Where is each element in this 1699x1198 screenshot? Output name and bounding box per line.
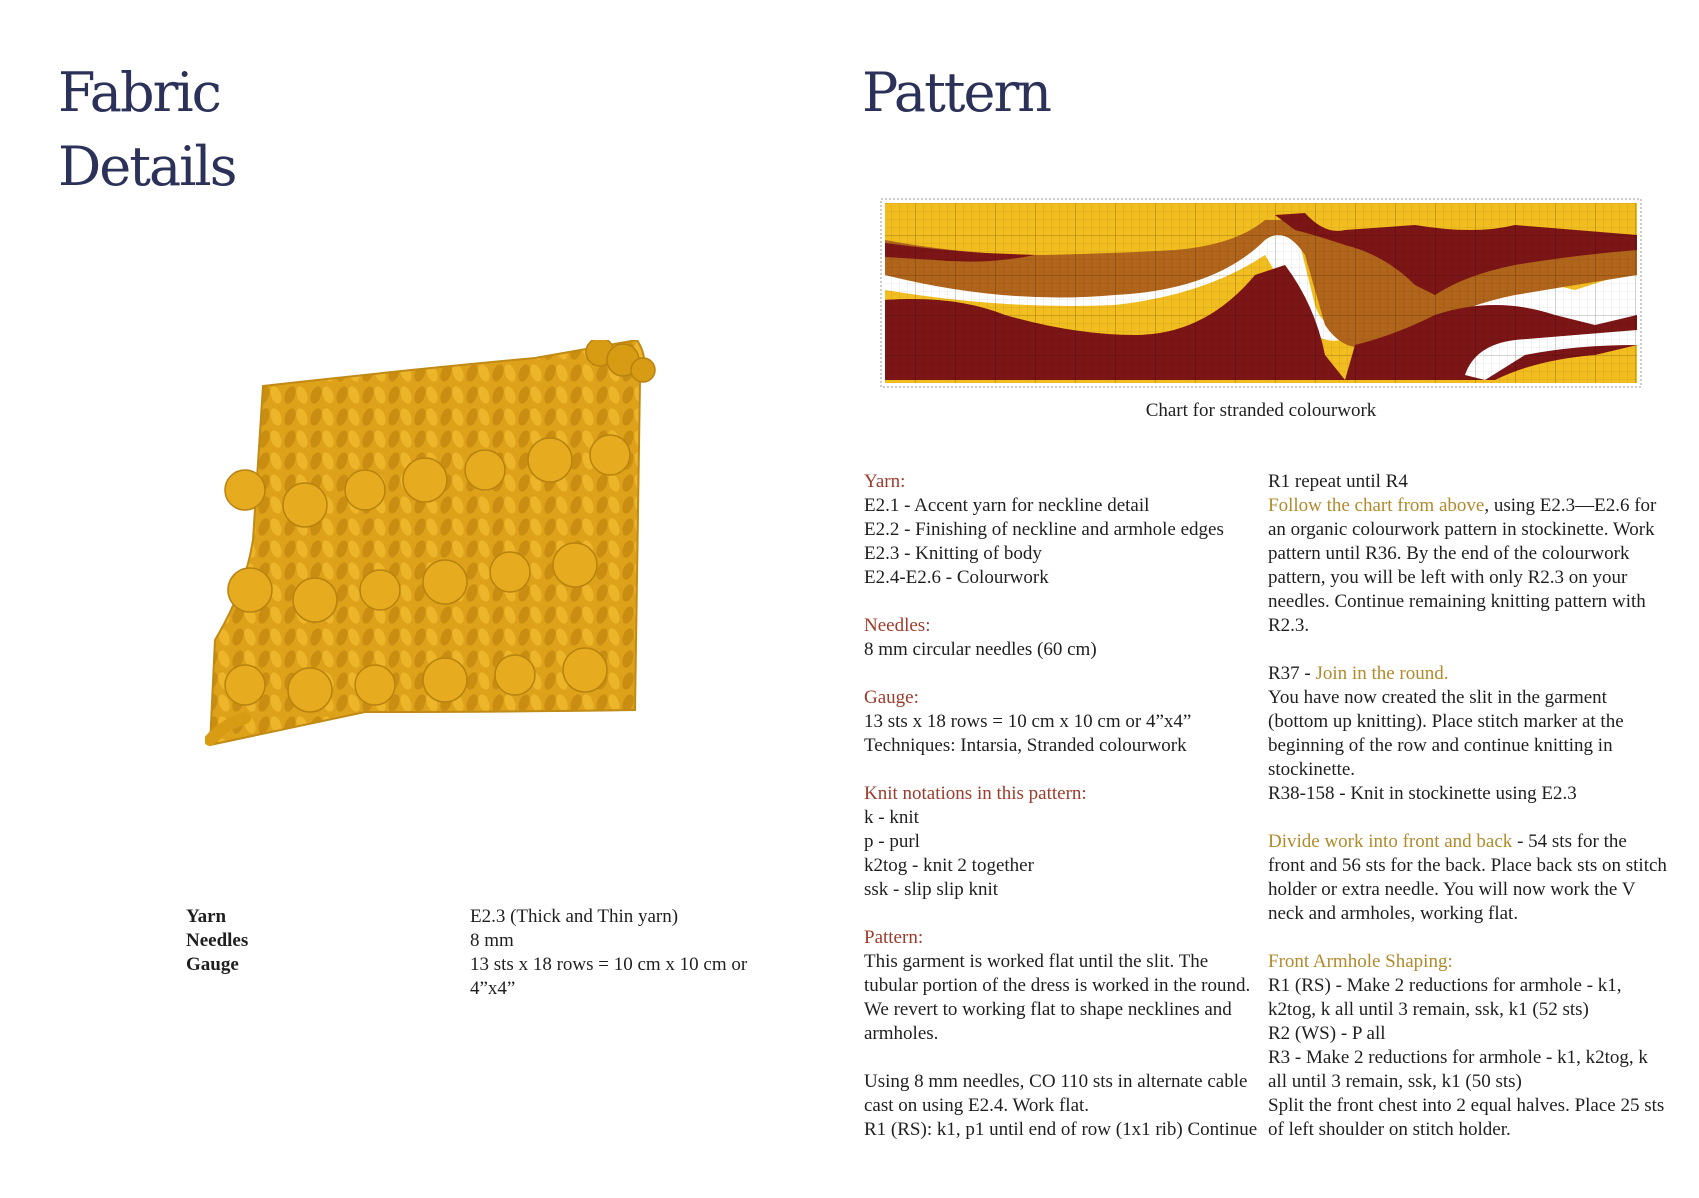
follow-chart-text — [1268, 494, 1668, 638]
notation-line: k2tog - knit 2 together — [864, 855, 1034, 876]
gauge-line: Techniques: Intarsia, Stranded colourwork — [864, 735, 1187, 756]
detail-row-yarn — [186, 905, 786, 929]
pattern-label: Pattern: — [864, 927, 924, 948]
fabric-details-table — [186, 905, 786, 1001]
follow-chart-label: Follow the chart from above — [1268, 495, 1485, 516]
pattern-intro: This garment is worked flat until the slit. The tubular portion of the dress is worked in the round. We revert to working flat to shape necklines and armholes. — [864, 951, 1251, 1044]
title-line-2: Details — [58, 135, 236, 198]
knit-swatch-image — [205, 340, 725, 790]
notations-section — [864, 782, 1264, 902]
yarn-label: Yarn: — [864, 471, 906, 492]
notation-line: p - purl — [864, 831, 920, 852]
join-round-section — [1268, 662, 1668, 806]
fabric-details-title — [58, 56, 458, 204]
needles-label: Needles: — [864, 615, 931, 636]
armhole-line: R2 (WS) - P all — [1268, 1023, 1386, 1044]
armhole-label: Front Armhole Shaping: — [1268, 951, 1453, 972]
pattern-column-left — [864, 470, 1264, 1142]
r38-text: R38-158 - Knit in stockinette using E2.3 — [1268, 783, 1577, 804]
armhole-line: R1 (RS) - Make 2 reductions for armhole - k1, k2tog, k all until 3 remain, ssk, k1 (52 sts) — [1268, 975, 1622, 1020]
detail-value: 13 sts x 18 rows = 10 cm x 10 cm or 4”x4” — [470, 954, 748, 999]
notation-line: ssk - slip slip knit — [864, 879, 999, 900]
armhole-line: Split the front chest into 2 equal halves. Place 25 sts of left shoulder on stitch holder. — [1268, 1095, 1665, 1140]
chart-caption: Chart for stranded colourwork — [1145, 400, 1377, 421]
title-line-1: Fabric — [58, 61, 220, 124]
r1-text: R1 (RS): k1, p1 until end of row (1x1 rib) Continue — [864, 1119, 1258, 1140]
gauge-line: 13 sts x 18 rows = 10 cm x 10 cm or 4”x4” — [864, 711, 1192, 732]
divide-label: Divide work into front and back — [1268, 831, 1513, 852]
cast-on-section — [864, 1070, 1264, 1142]
armhole-line: R3 - Make 2 reductions for armhole - k1, k2tog, k all until 3 remain, ssk, k1 (50 sts) — [1268, 1047, 1648, 1092]
colourwork-chart-svg — [875, 195, 1647, 391]
pattern-column-right — [1268, 470, 1668, 1142]
r37-prefix: R37 - — [1268, 663, 1316, 684]
notation-line: k - knit — [864, 807, 919, 828]
divide-text — [1268, 830, 1668, 926]
gauge-label: Gauge: — [864, 687, 919, 708]
yarn-line: E2.1 - Accent yarn for neckline detail — [864, 495, 1150, 516]
yarn-line: E2.4-E2.6 - Colourwork — [864, 567, 1049, 588]
chart-instructions — [1268, 470, 1668, 638]
detail-value: 8 mm — [470, 930, 514, 951]
cast-on-text: Using 8 mm needles, CO 110 sts in alternate cable cast on using E2.4. Work flat. — [864, 1071, 1248, 1116]
needles-section — [864, 614, 1264, 662]
armhole-section — [1268, 950, 1668, 1142]
r37-line — [1268, 662, 1668, 686]
r37-text: You have now created the slit in the garment (bottom up knitting). Place stitch marker at the beginning of the row and continue knitting in stockinette. — [1268, 687, 1624, 780]
divide-rest: - 54 sts for the front and 56 sts for the back. Place back sts on stitch holder or extra needle. You will now work the V neck and armholes, working flat. — [1268, 831, 1667, 924]
detail-key: Gauge — [186, 954, 239, 975]
divide-section — [1268, 830, 1668, 926]
join-round-label: Join in the round. — [1315, 663, 1449, 684]
yarn-section — [864, 470, 1264, 590]
detail-row-needles — [186, 929, 786, 953]
needles-text: 8 mm circular needles (60 cm) — [864, 639, 1097, 660]
notations-label: Knit notations in this pattern: — [864, 783, 1087, 804]
pattern-title: Pattern — [862, 61, 1051, 124]
detail-key: Yarn — [186, 906, 227, 927]
yarn-line: E2.3 - Knitting of body — [864, 543, 1042, 564]
colourwork-chart — [875, 195, 1647, 391]
pattern-section — [864, 926, 1264, 1046]
r1-repeat: R1 repeat until R4 — [1268, 471, 1408, 492]
detail-value: E2.3 (Thick and Thin yarn) — [470, 906, 679, 927]
gauge-section — [864, 686, 1264, 758]
detail-row-gauge — [186, 953, 786, 1001]
follow-chart-rest: , using E2.3—E2.6 for an organic colourwork pattern in stockinette. Work pattern until R36. By the end of the colourwork pattern, you will be left with only R2.3 on your needles. Continue remaining knitting pattern with R2.3. — [1268, 495, 1657, 636]
yarn-line: E2.2 - Finishing of neckline and armhole edges — [864, 519, 1224, 540]
detail-key: Needles — [186, 930, 249, 951]
